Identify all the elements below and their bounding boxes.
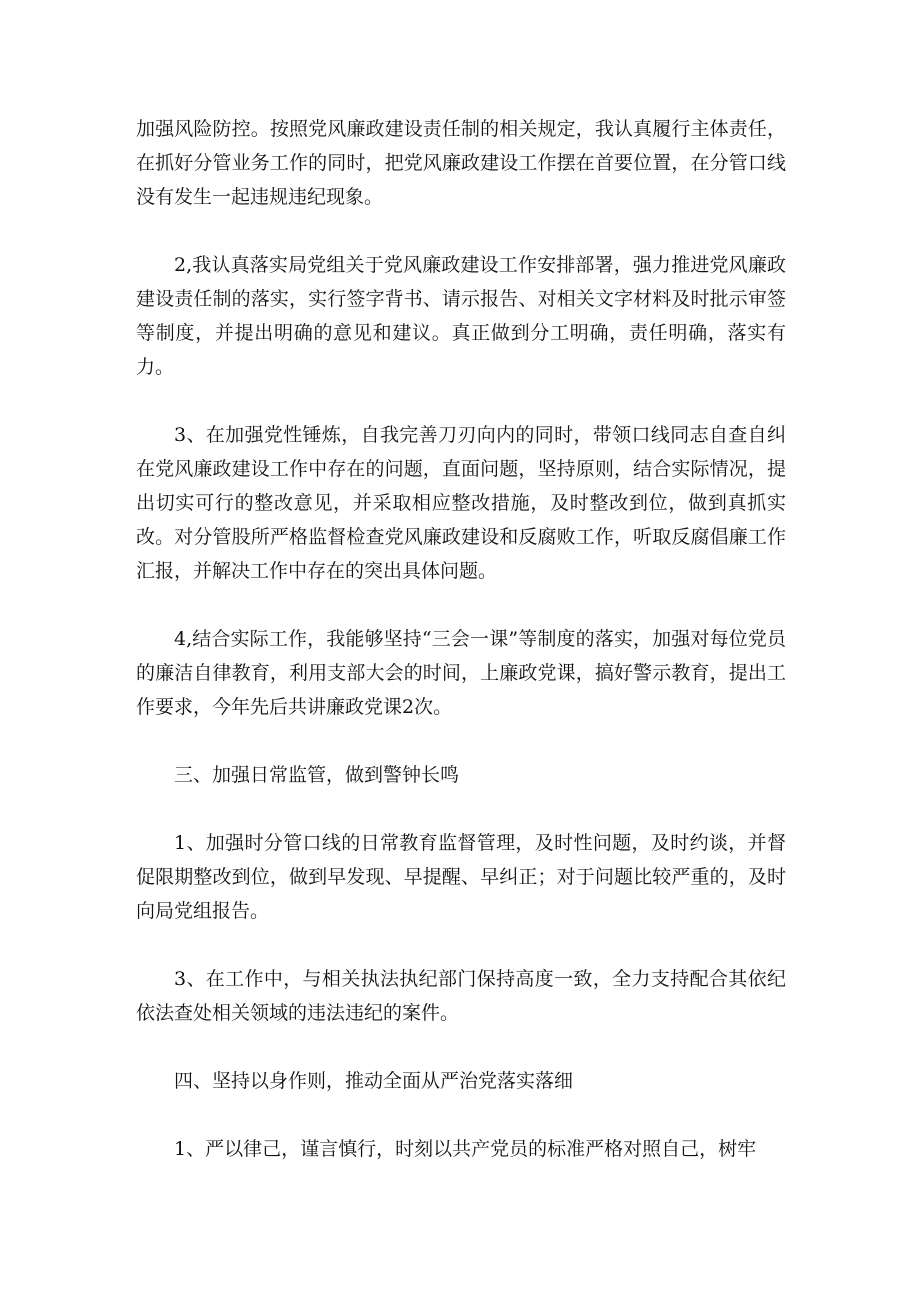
- paragraph-risk-control: 加强风险防控。按照党风廉政建设责任制的相关规定，我认真履行主体责任，在抓好分管业务工作的同时，把党风廉政建设工作摆在首要位置，在分管口线没有发生一起违规违纪现象。: [136, 118, 786, 208]
- paragraph-self-discipline-1: 1、严以律己，谨言慎行，时刻以共产党员的标准严格对照自己，树牢: [174, 1138, 757, 1160]
- paragraph-supervision-1: 1、加强时分管口线的日常教育监督管理，及时性问题，及时约谈，并督促限期整改到位，做到早发现、早提醒、早纠正；对于问题比较严重的，及时向局党组报告。: [136, 832, 786, 922]
- paragraph-item-2: 2,我认真落实局党组关于党风廉政建设工作安排部署，强力推进党风廉政建设责任制的落实，实行签字背书、请示报告、对相关文字材料及时批示审签等制度，并提出明确的意见和建议。真正做到分工明确，责任明确，落实有力。: [136, 254, 786, 378]
- paragraph-item-3: 3、在加强党性锤炼，自我完善刀刃向内的同时，带领口线同志自查自纠在党风廉政建设工作中存在的问题，直面问题，坚持原则，结合实际情况，提出切实可行的整改意见，并采取相应整改措施，及时整改到位，做到真抓实改。对分管股所严格监督检查党风廉政建设和反腐败工作，听取反腐倡廉工作汇报，并解决工作中存在的突出具体问题。: [136, 424, 786, 582]
- paragraph-supervision-3: 3、在工作中，与相关执法执纪部门保持高度一致，全力支持配合其依纪依法查处相关领域的违法违纪的案件。: [136, 968, 786, 1024]
- section-heading-3: 三、加强日常监管，做到警钟长鸣: [174, 764, 460, 786]
- document-body: [136, 112, 786, 1166]
- paragraph-item-4: 4,结合实际工作，我能够坚持“三会一课”等制度的落实，加强对每位党员的廉洁自律教育，利用支部大会的时间，上廉政党课，搞好警示教育，提出工作要求，今年先后共讲廉政党课2次。: [136, 628, 786, 718]
- section-heading-4: 四、坚持以身作则，推动全面从严治党落实落细: [174, 1070, 574, 1092]
